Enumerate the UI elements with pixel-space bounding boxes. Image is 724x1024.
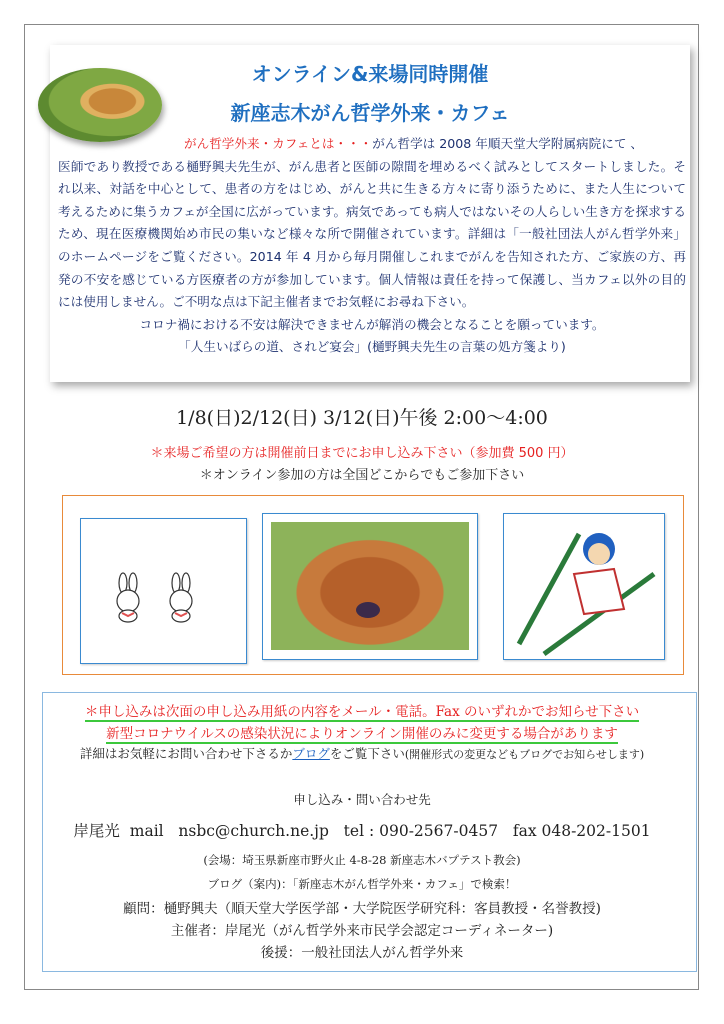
- apply-note: ＊申し込みは次面の申し込み用紙の内容をメール・電話。Fax のいずれかでお知らせ下さい: [84, 704, 640, 720]
- intro-lead: がん哲学外来・カフェとは・・・: [184, 136, 373, 151]
- ski-jumper-icon: [504, 514, 664, 659]
- rabbits-icon: [81, 519, 246, 663]
- quote-text: 「人生いばらの道、されど宴会」(樋野興夫先生の言葉の処方箋より): [178, 339, 566, 355]
- support: 後援：一般社団法人がん哲学外来: [260, 945, 464, 961]
- intro-text: [58, 133, 686, 359]
- title-online: オンライン&来場同時開催: [251, 62, 489, 86]
- detail-pre: 詳細はお気軽にお問い合わせ下さるか: [79, 746, 293, 761]
- detail-post: をご覧下さい: [329, 746, 405, 761]
- blog-link[interactable]: ブログ: [292, 746, 330, 761]
- contact-info: 岸尾光 mail nsbc@church.ne.jp tel : 090-2567-0457 fax 048-202-1501: [73, 822, 651, 840]
- corona-text: コロナ禍における不安は解決できませんが解消の機会となることを願っています。: [139, 316, 605, 332]
- corona-change-note: 新型コロナウイルスの感染状況によりオンライン開催のみに変更する場合があります: [106, 726, 618, 742]
- venue-address: (会場：埼玉県新座市野火止 4-8-28 新座志木バプテスト教会): [203, 853, 521, 867]
- rabbits-illustration: [80, 518, 247, 664]
- intro-first: がん哲学は 2008 年順天堂大学附属病院にて 、: [372, 136, 644, 151]
- blog-search: ブログ（案内)：「新座志木がん哲学外来・カフェ」で検索！: [207, 877, 517, 891]
- dog-photo: [262, 513, 478, 660]
- detail-line: [0, 744, 724, 762]
- contact-heading: 申し込み・問い合わせ先: [293, 792, 431, 807]
- advisor: 顧問：樋野興夫（順天堂大学医学部・大学院医学研究科：客員教授・名誉教授): [123, 901, 601, 917]
- venue-note: ＊来場ご希望の方は開催前日までにお申し込み下さい（参加費 500 円）: [150, 446, 574, 461]
- ski-jumper-illustration: [503, 513, 665, 660]
- detail-paren: (開催形式の変更などもブログでお知らせします): [404, 748, 645, 761]
- intro-paragraph: 医師であり教授である樋野興夫先生が、がん患者と医師の隙間を埋めるべく試みとしてスタートしました。それ以来、対話を中心として、患者の方をはじめ、がんと共に生きる方々に寄り添うために、また人生について考えるために集うカフェが全国に広がっています。病気であっても病人ではないその人らしい生き方を探求するため、現在医療機関始め市民の集いなど様々な所で開催されています。詳細は「一般社団法人がん哲学外来」のホームページをご覧ください。2014 年 4 月から毎月開催しこれまでがんを告知された方、ご家族の方、再発の不安を感じている方医療者の方が参加しています。個人情報は責任を持って保護し、当カフェ以外の目的には使用しません。ご不明な点は下記主催者までお気軽にお尋ね下さい。: [58, 158, 686, 310]
- event-dates: 1/8(日)2/12(日) 3/12(日)午後 2:00～4:00: [176, 407, 548, 429]
- title-cafe: 新座志木がん哲学外来・カフェ: [230, 101, 510, 125]
- online-note: ＊オンライン参加の方は全国どこからでもご参加下さい: [199, 468, 525, 483]
- organizer: 主催者：岸尾光（がん哲学外来市民学会認定コーディネーター): [170, 923, 554, 939]
